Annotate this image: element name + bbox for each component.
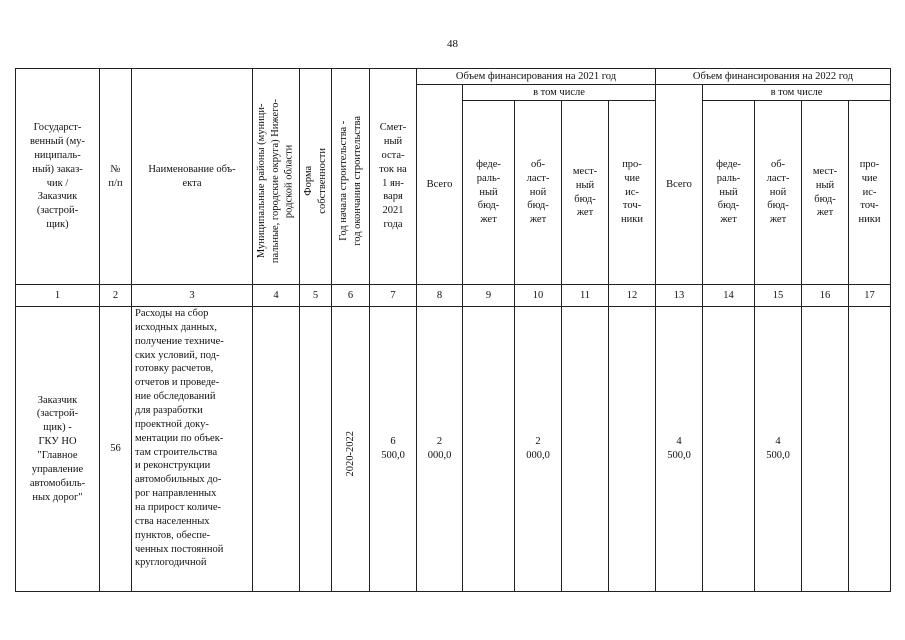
header-financing-2022: Объем финансирования на 2022 год [656,69,891,85]
page-number: 48 [447,38,458,50]
row-object-name: Расходы на сбор исходных данных, получение техниче- ских условий, под- готовку расчетов, отчетов и проведе- ние обследований для разработки проектной доку- ментации по объек- там строительства и реконструкции автомобильных до- рог направленных на прирост количе- ства населенных пунктов, обеспе- ченных постоянной круглогодичной [132,307,253,592]
column-number: 10 [515,285,562,307]
row-other-2022 [849,307,891,592]
header-municipal-districts [253,69,300,285]
header-ownership-form [300,69,332,285]
financing-table [15,68,891,592]
column-number: 3 [132,285,253,307]
column-number: 6 [332,285,370,307]
column-number-row [16,285,891,307]
row-local-2022 [802,307,849,592]
column-number: 9 [463,285,515,307]
row-ownership-form [300,307,332,592]
row-construction-years-text: 2020-2022 [344,430,356,477]
row-municipal-district [253,307,300,592]
row-federal-2021 [463,307,515,592]
row-customer: Заказчик (застрой- щик) - ГКУ НО "Главное управление автомобиль- ных дорог" [16,307,100,592]
header-including-2022: в том числе [703,85,891,101]
row-regional-2021: 2 000,0 [515,307,562,592]
row-construction-years [332,307,370,592]
header-row-1 [16,69,891,85]
column-number: 1 [16,285,100,307]
column-number: 7 [370,285,417,307]
header-construction-years [332,69,370,285]
header-municipal-districts-text: Муниципальные районы (муници- пальные, городские округа) Нижего- родской области [256,98,295,264]
header-total-2021: Всего [417,85,463,285]
row-other-2021 [609,307,656,592]
column-number: 4 [253,285,300,307]
row-local-2021 [562,307,609,592]
header-other-2022: про- чие ис- точ- ники [849,101,891,285]
row-federal-2022 [703,307,755,592]
header-federal-2021: феде- раль- ный бюд- жет [463,101,515,285]
header-ownership-form-text: Форма собственности [302,148,328,214]
row-total-2022: 4 500,0 [656,307,703,592]
header-estimated-balance: Смет- ный оста- ток на 1 ян- варя 2021 года [370,69,417,285]
row-total-2021: 2 000,0 [417,307,463,592]
header-number: № п/п [100,69,132,285]
header-construction-years-text: Год начала строительства - год окончания строительства [337,116,363,246]
header-including-2021: в том числе [463,85,656,101]
header-total-2022: Всего [656,85,703,285]
header-other-2021: про- чие ис- точ- ники [609,101,656,285]
column-number: 14 [703,285,755,307]
row-regional-2022: 4 500,0 [755,307,802,592]
header-federal-2022: феде- раль- ный бюд- жет [703,101,755,285]
column-number: 13 [656,285,703,307]
header-local-2021: мест- ный бюд- жет [562,101,609,285]
column-number: 16 [802,285,849,307]
table-row [16,307,891,592]
column-number: 12 [609,285,656,307]
header-regional-2022: об- ласт- ной бюд- жет [755,101,802,285]
header-customer: Государст- венный (му- ниципаль- ный) заказ- чик / Заказчик (застрой- щик) [16,69,100,285]
column-number: 5 [300,285,332,307]
header-object-name: Наименование объ- екта [132,69,253,285]
row-number: 56 [100,307,132,592]
column-number: 17 [849,285,891,307]
header-financing-2021: Объем финансирования на 2021 год [417,69,656,85]
column-number: 11 [562,285,609,307]
header-regional-2021: об- ласт- ной бюд- жет [515,101,562,285]
column-number: 2 [100,285,132,307]
column-number: 8 [417,285,463,307]
header-local-2022: мест- ный бюд- жет [802,101,849,285]
row-estimated-balance: 6 500,0 [370,307,417,592]
column-number: 15 [755,285,802,307]
